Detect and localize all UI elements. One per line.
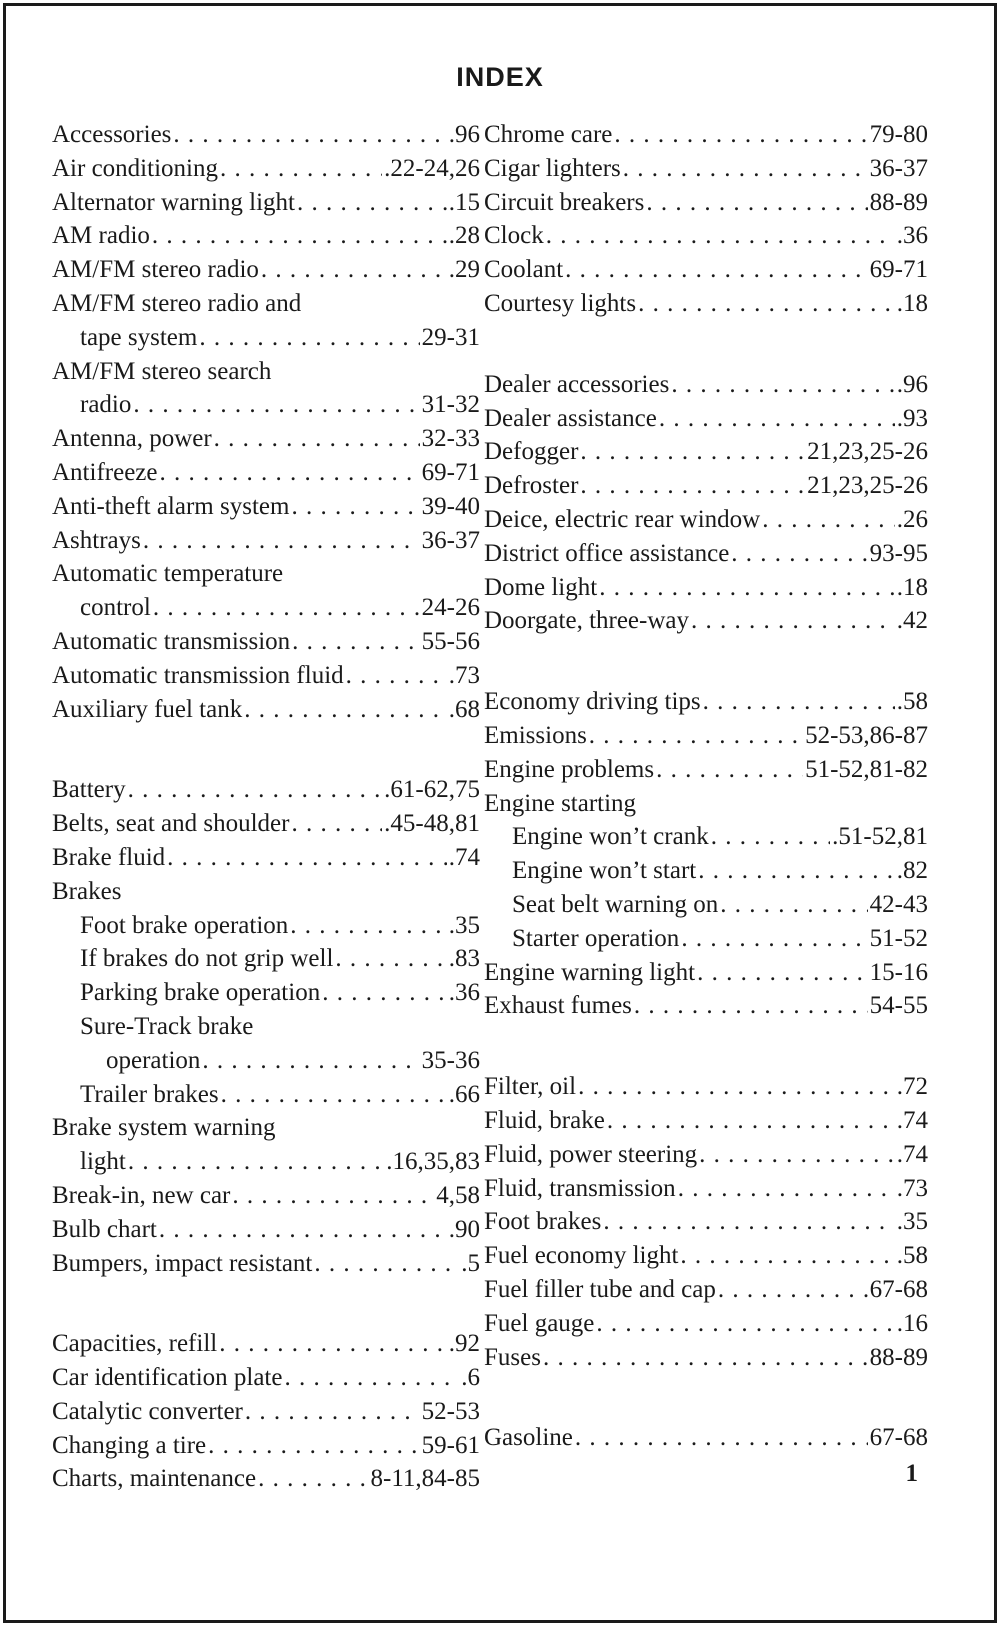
- index-entry: [52, 1145, 480, 1179]
- entry-page: .74: [896, 1106, 928, 1134]
- entry-page: 21,23,25-26: [807, 472, 928, 500]
- index-entry: [52, 253, 480, 287]
- index-entry: [52, 1044, 480, 1078]
- index-entry: [484, 152, 928, 186]
- index-entry: [484, 719, 928, 753]
- entry-page: 54-55: [869, 992, 928, 1020]
- index-entry: [484, 989, 928, 1023]
- index-entry: [52, 524, 480, 558]
- entry-text: Antenna, power: [52, 425, 212, 453]
- index-entry: [52, 1462, 480, 1496]
- entry-text: District office assistance: [484, 539, 730, 567]
- entry-text: Ashtrays: [52, 526, 141, 554]
- index-entry: [484, 1104, 928, 1138]
- entry-page: .16,35,83: [386, 1148, 480, 1176]
- dot-leader: [599, 571, 895, 605]
- entry-text: Doorgate, three-way: [484, 607, 690, 635]
- entry-page: .72: [896, 1073, 928, 1101]
- dot-leader: [565, 253, 868, 287]
- entry-page: .29: [448, 256, 480, 284]
- entry-text: Engine starting: [484, 789, 637, 817]
- entry-text: AM radio: [52, 222, 150, 250]
- dot-leader: [731, 537, 867, 571]
- entry-text: Circuit breakers: [484, 188, 645, 216]
- entry-page: .15: [448, 188, 480, 216]
- dot-leader: [290, 909, 446, 943]
- section-gap: [484, 1023, 928, 1070]
- index-entry: [484, 1421, 928, 1455]
- index-entry: [484, 787, 928, 821]
- entry-text: Fuel filler tube and cap: [484, 1275, 716, 1303]
- index-entry: [52, 1010, 480, 1044]
- entry-page: .16: [896, 1309, 928, 1337]
- entry-page: .28: [448, 222, 480, 250]
- entry-text: Antifreeze: [52, 458, 158, 486]
- dot-leader: [152, 219, 447, 253]
- entry-text: AM/FM stereo search: [52, 357, 272, 385]
- page-title: INDEX: [456, 62, 544, 92]
- index-entry: [484, 287, 928, 321]
- dot-leader: [543, 1341, 868, 1375]
- dot-leader: [173, 118, 446, 152]
- entry-text: Fluid, brake: [484, 1106, 605, 1134]
- entry-text: Foot brakes: [484, 1208, 602, 1236]
- entry-page: 69-71: [869, 256, 928, 284]
- entry-text: Auxiliary fuel tank: [52, 695, 243, 723]
- index-entry: [52, 1111, 480, 1145]
- dot-leader: [128, 1145, 384, 1179]
- dot-leader: [656, 753, 803, 787]
- entry-page: .26: [896, 505, 928, 533]
- dot-leader: [697, 956, 868, 990]
- index-entry: [484, 1239, 928, 1273]
- index-entry: [52, 287, 480, 321]
- dot-leader: [143, 524, 420, 558]
- index-entry: [484, 1138, 928, 1172]
- entry-page: 88-89: [869, 188, 928, 216]
- entry-text: Parking brake operation: [80, 979, 321, 1007]
- dot-leader: [214, 422, 420, 456]
- entry-page: .58: [896, 1242, 928, 1270]
- section-gap: [52, 1280, 480, 1327]
- dot-leader: [128, 773, 383, 807]
- entry-page: .73: [448, 661, 480, 689]
- entry-page: .66: [448, 1080, 480, 1108]
- index-entry: [484, 888, 928, 922]
- dot-leader: [720, 888, 867, 922]
- index-entry: [484, 685, 928, 719]
- entry-page: 24-26: [421, 594, 480, 622]
- dot-leader: [244, 693, 447, 727]
- entry-page: .18: [896, 289, 928, 317]
- index-entry: [484, 253, 928, 287]
- entry-text: Deice, electric rear window: [484, 505, 761, 533]
- index-entry: [484, 435, 928, 469]
- entry-text: Gasoline: [484, 1424, 573, 1452]
- entry-text: Anti-theft alarm system: [52, 492, 290, 520]
- index-entry: [52, 219, 480, 253]
- entry-text: AM/FM stereo radio: [52, 256, 259, 284]
- entry-page: 15-16: [869, 958, 928, 986]
- dot-leader: [220, 152, 382, 186]
- right-column: [484, 118, 928, 1455]
- dot-leader: [153, 591, 420, 625]
- dot-leader: [603, 1205, 894, 1239]
- entry-text: Foot brake operation: [80, 911, 289, 939]
- entry-text: tape system: [80, 323, 198, 351]
- dot-leader: [634, 989, 868, 1023]
- entry-text: Accessories: [52, 121, 172, 148]
- dot-leader: [762, 503, 895, 537]
- dot-leader: [335, 942, 446, 976]
- index-entry: [52, 693, 480, 727]
- dot-leader: [680, 1239, 894, 1273]
- entry-text: Car identification plate: [52, 1364, 283, 1392]
- index-entry: [484, 922, 928, 956]
- entry-page: .58: [896, 688, 928, 716]
- entry-text: Fuel economy light: [484, 1242, 679, 1270]
- section-gap: [484, 638, 928, 685]
- entry-page: .82: [896, 857, 928, 885]
- index-entry: [52, 388, 480, 422]
- index-entry: [52, 875, 480, 909]
- dot-leader: [614, 118, 867, 152]
- entry-text: Break-in, new car: [52, 1181, 231, 1209]
- entry-page: 31-32: [421, 391, 480, 419]
- dot-leader: [698, 854, 895, 888]
- index-entry: [484, 753, 928, 787]
- entry-page: .51-52,81: [832, 823, 928, 851]
- entry-text: Automatic temperature: [52, 560, 284, 588]
- entry-text: Capacities, refill: [52, 1330, 218, 1358]
- entry-page: .74: [448, 843, 480, 871]
- dot-leader: [322, 976, 447, 1010]
- entry-page: 42-43: [869, 890, 928, 918]
- index-entry: [52, 422, 480, 456]
- index-entry: [52, 490, 480, 524]
- entry-text: Changing a tire: [52, 1431, 207, 1459]
- index-entry: [52, 1078, 480, 1112]
- index-entry: [52, 1395, 480, 1429]
- entry-text: Dealer assistance: [484, 404, 657, 432]
- entry-text: Fluid, power steering: [484, 1140, 698, 1168]
- entry-page: 69-71: [421, 458, 480, 486]
- entry-page: .90: [448, 1215, 480, 1243]
- entry-page: 59-61: [421, 1431, 480, 1459]
- index-entry: [52, 659, 480, 693]
- index-entry: [52, 557, 480, 591]
- entry-page: .18: [896, 573, 928, 601]
- entry-text: Brake system warning: [52, 1114, 276, 1142]
- entry-page: .96: [448, 121, 480, 148]
- index-entry: [484, 820, 928, 854]
- dot-leader: [678, 1172, 895, 1206]
- entry-page: .92: [448, 1330, 480, 1358]
- entry-page: .42: [896, 607, 928, 635]
- dot-leader: [245, 1395, 420, 1429]
- section-gap: [52, 726, 480, 773]
- entry-text: Dome light: [484, 573, 598, 601]
- entry-page: 67-68: [869, 1424, 928, 1452]
- entry-text: Trailer brakes: [80, 1080, 219, 1108]
- dot-leader: [659, 402, 895, 436]
- entry-text: Engine won’t crank: [512, 823, 709, 851]
- index-entry: [52, 1213, 480, 1247]
- dot-leader: [232, 1179, 434, 1213]
- index-entry: [52, 118, 480, 152]
- index-entry: [52, 1429, 480, 1463]
- dot-leader: [261, 253, 447, 287]
- dot-leader: [297, 186, 447, 220]
- entry-text: Catalytic converter: [52, 1397, 243, 1425]
- dot-leader: [133, 388, 419, 422]
- entry-text: control: [80, 594, 151, 622]
- entry-text: If brakes do not grip well: [80, 945, 334, 973]
- entry-text: Belts, seat and shoulder: [52, 810, 290, 838]
- index-entry: [52, 976, 480, 1010]
- entry-page: 35-36: [421, 1046, 480, 1074]
- entry-page: 55-56: [421, 627, 480, 655]
- entry-page: 39-40: [421, 492, 480, 520]
- entry-text: Clock: [484, 222, 544, 250]
- entry-page: .93: [896, 404, 928, 432]
- entry-text: Charts, maintenance: [52, 1465, 257, 1493]
- index-entry: [484, 118, 928, 152]
- dot-leader: [580, 435, 805, 469]
- entry-text: Cigar lighters: [484, 154, 621, 182]
- entry-text: Starter operation: [512, 924, 680, 952]
- dot-leader: [646, 186, 867, 220]
- left-column: [52, 118, 480, 1496]
- index-entry: [484, 219, 928, 253]
- section-gap: [484, 1374, 928, 1421]
- dot-leader: [681, 922, 867, 956]
- entry-text: Economy driving tips: [484, 688, 701, 716]
- dot-leader: [292, 625, 420, 659]
- index-entry: [484, 368, 928, 402]
- entry-text: Bulb chart: [52, 1215, 157, 1243]
- index-entry: [52, 456, 480, 490]
- entry-page: 67-68: [869, 1275, 928, 1303]
- entry-text: Fuses: [484, 1343, 541, 1371]
- index-entry: [52, 1179, 480, 1213]
- entry-page: 32-33: [421, 425, 480, 453]
- dot-leader: [199, 321, 419, 355]
- entry-page: 36-37: [869, 154, 928, 182]
- dot-leader: [580, 469, 805, 503]
- dot-leader: [589, 719, 803, 753]
- entry-page: 88-89: [869, 1343, 928, 1371]
- dot-leader: [623, 152, 868, 186]
- index-entry: [52, 909, 480, 943]
- dot-leader: [208, 1429, 420, 1463]
- dot-leader: [159, 456, 419, 490]
- index-entry: [52, 807, 480, 841]
- entry-text: Emissions: [484, 721, 587, 749]
- entry-page: .35: [448, 911, 480, 939]
- entry-text: Chrome care: [484, 121, 613, 148]
- entry-page: .61-62,75: [384, 776, 480, 804]
- dot-leader: [284, 1361, 459, 1395]
- dot-leader: [718, 1273, 868, 1307]
- entry-page: .45-48,81: [384, 810, 480, 838]
- index-entry: [484, 956, 928, 990]
- dot-leader: [691, 604, 895, 638]
- entry-page: 21,23,25-26: [807, 438, 928, 466]
- entry-text: Coolant: [484, 256, 564, 284]
- entry-text: Brakes: [52, 877, 122, 905]
- index-entry: [52, 773, 480, 807]
- entry-text: Automatic transmission fluid: [52, 661, 344, 689]
- entry-text: Engine problems: [484, 755, 655, 783]
- entry-page: 52-53,86-87: [805, 721, 928, 749]
- entry-page: .5: [461, 1249, 480, 1277]
- entry-text: Seat belt warning on: [512, 890, 719, 918]
- index-entry: [52, 625, 480, 659]
- entry-page: .73: [896, 1174, 928, 1202]
- entry-text: Air conditioning: [52, 154, 218, 182]
- entry-text: Bumpers, impact resistant: [52, 1249, 313, 1277]
- entry-page: 93-95: [869, 539, 928, 567]
- dot-leader: [291, 490, 419, 524]
- entry-page: .6: [461, 1364, 480, 1392]
- dot-leader: [546, 219, 895, 253]
- entry-text: Alternator warning light: [52, 188, 295, 216]
- index-entry: [484, 1307, 928, 1341]
- dot-leader: [607, 1104, 895, 1138]
- entry-page: .36: [896, 222, 928, 250]
- entry-page: .96: [896, 370, 928, 398]
- index-entry: [52, 186, 480, 220]
- index-entry: [484, 1205, 928, 1239]
- entry-text: Filter, oil: [484, 1073, 577, 1101]
- entry-text: Defroster: [484, 472, 579, 500]
- index-entry: [52, 152, 480, 186]
- dot-leader: [578, 1070, 895, 1104]
- dot-leader: [638, 287, 895, 321]
- entry-text: radio: [80, 391, 132, 419]
- dot-leader: [202, 1044, 419, 1078]
- index-entry: [484, 402, 928, 436]
- index-entry: [484, 503, 928, 537]
- entry-page: .35: [896, 1208, 928, 1236]
- dot-leader: [221, 1078, 447, 1112]
- index-entry: [484, 854, 928, 888]
- index-entry: [484, 1070, 928, 1104]
- section-gap: [484, 321, 928, 368]
- entry-page: 8-11,84-85: [370, 1465, 480, 1493]
- dot-leader: [159, 1213, 447, 1247]
- entry-page: 52-53: [421, 1397, 480, 1425]
- entry-text: Automatic transmission: [52, 627, 291, 655]
- index-entry: [484, 186, 928, 220]
- index-entry: [484, 469, 928, 503]
- entry-text: Defogger: [484, 438, 579, 466]
- entry-page: 29-31: [421, 323, 480, 351]
- dot-leader: [258, 1462, 368, 1496]
- index-entry: [52, 1327, 480, 1361]
- dot-leader: [671, 368, 894, 402]
- entry-text: Brake fluid: [52, 843, 166, 871]
- index-entry: [484, 1273, 928, 1307]
- dot-leader: [575, 1421, 868, 1455]
- dot-leader: [711, 820, 830, 854]
- entry-page: .74: [896, 1140, 928, 1168]
- index-entry: [484, 1341, 928, 1375]
- index-entry: [484, 604, 928, 638]
- entry-text: Engine warning light: [484, 958, 696, 986]
- index-entry: [484, 1172, 928, 1206]
- entry-page: .68: [448, 695, 480, 723]
- index-entry: [52, 1247, 480, 1281]
- entry-page: 4,58: [436, 1181, 480, 1209]
- dot-leader: [314, 1247, 459, 1281]
- entry-text: Engine won’t start: [512, 857, 697, 885]
- entry-page: 51-52: [869, 924, 928, 952]
- index-entry: [484, 537, 928, 571]
- entry-page: .22-24,26: [384, 154, 480, 182]
- index-entry: [52, 841, 480, 875]
- entry-text: Dealer accessories: [484, 370, 670, 398]
- dot-leader: [291, 807, 382, 841]
- dot-leader: [167, 841, 447, 875]
- entry-text: Exhaust fumes: [484, 992, 632, 1020]
- entry-text: Courtesy lights: [484, 289, 637, 317]
- entry-page: 36-37: [421, 526, 480, 554]
- entry-text: AM/FM stereo radio and: [52, 289, 302, 317]
- entry-page: 51-52,81-82: [805, 755, 928, 783]
- index-entry: [52, 1361, 480, 1395]
- index-entry: [484, 571, 928, 605]
- entry-page: 79-80: [869, 121, 928, 148]
- entry-text: operation: [106, 1046, 201, 1074]
- index-entry: [52, 591, 480, 625]
- entry-text: Sure-Track brake: [80, 1012, 254, 1040]
- index-entry: [52, 942, 480, 976]
- index-entry: [52, 355, 480, 389]
- dot-leader: [219, 1327, 447, 1361]
- dot-leader: [703, 685, 895, 719]
- dot-leader: [346, 659, 447, 693]
- entry-page: .36: [448, 979, 480, 1007]
- dot-leader: [699, 1138, 895, 1172]
- entry-text: Fluid, transmission: [484, 1174, 676, 1202]
- dot-leader: [596, 1307, 894, 1341]
- entry-text: Fuel gauge: [484, 1309, 595, 1337]
- entry-page: .83: [448, 945, 480, 973]
- page-number: 1: [905, 1460, 918, 1487]
- index-entry: [52, 321, 480, 355]
- entry-text: light: [80, 1148, 126, 1176]
- entry-text: Battery: [52, 776, 126, 804]
